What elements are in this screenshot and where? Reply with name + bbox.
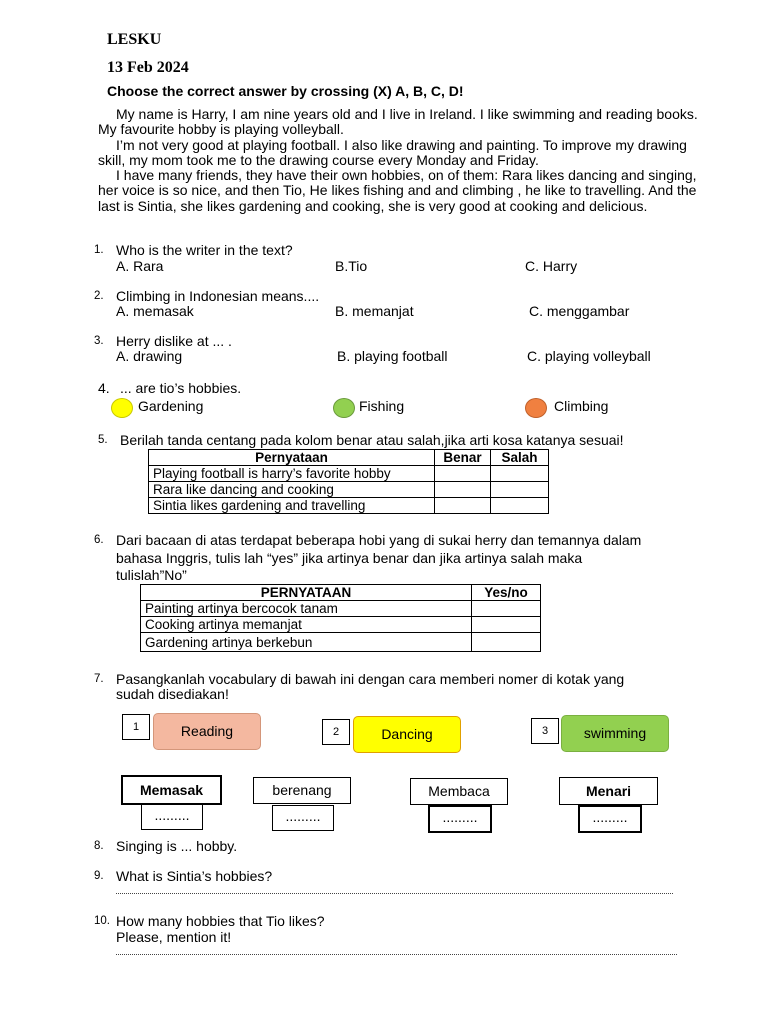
q2-number: 2. xyxy=(94,290,104,302)
q1-option-c[interactable]: C. Harry xyxy=(525,258,578,274)
q7-number: 7. xyxy=(94,673,104,685)
q6-row2-answer-cell[interactable] xyxy=(472,617,541,633)
q8-number: 8. xyxy=(94,840,104,852)
q5-table xyxy=(148,449,549,514)
q7-word-swimming: swimming xyxy=(561,715,669,752)
q1-text: Who is the writer in the text? xyxy=(116,242,293,258)
q10-line1: How many hobbies that Tio likes? xyxy=(116,913,325,929)
q6-line1: Dari bacaan di atas terdapat beberapa hobi yang di sukai herry dan temannya dalam xyxy=(116,532,642,548)
q4-option3[interactable]: Climbing xyxy=(554,398,609,414)
date: 13 Feb 2024 xyxy=(107,59,189,76)
table-row xyxy=(141,617,541,633)
q7-meaning-berenang: berenang xyxy=(253,777,351,804)
q5-number: 5. xyxy=(98,434,108,446)
q6-number: 6. xyxy=(94,534,104,546)
q9-answer-line[interactable] xyxy=(116,893,673,894)
q6-table xyxy=(140,584,541,652)
q5-row2-true-cell[interactable] xyxy=(435,482,491,498)
passage-paragraph-1: My name is Harry, I am nine years old and I live in Ireland. I like swimming and reading books. My favourite hobby is playing volleyball. xyxy=(98,106,698,138)
q3-number: 3. xyxy=(94,335,104,347)
q7-answer-box-4[interactable]: ......... xyxy=(578,805,642,833)
reading-passage xyxy=(98,107,698,214)
q5-row3-true-cell[interactable] xyxy=(435,498,491,514)
q10-number: 10. xyxy=(94,915,110,927)
q5-header-statement: Pernyataan xyxy=(149,450,435,466)
q6-row3-answer-cell[interactable] xyxy=(472,633,541,652)
q5-header-true: Benar xyxy=(435,450,491,466)
q7-answer-box-3[interactable]: ......... xyxy=(428,805,492,833)
q4-option2-dot[interactable] xyxy=(333,398,355,418)
q7-meaning-membaca: Membaca xyxy=(410,778,508,805)
table-row xyxy=(149,498,549,514)
q4-option2[interactable]: Fishing xyxy=(359,398,405,414)
q7-number-box-2: 2 xyxy=(322,719,350,745)
table-row xyxy=(149,466,549,482)
q3-option-c[interactable]: C. playing volleyball xyxy=(527,348,651,364)
q2-text: Climbing in Indonesian means.... xyxy=(116,288,320,304)
q6-header-yesno: Yes/no xyxy=(472,585,541,601)
q5-text: Berilah tanda centang pada kolom benar atau salah,jika arti kosa katanya sesuai! xyxy=(120,432,624,448)
q3-text: Herry dislike at ... . xyxy=(116,333,232,349)
table-row xyxy=(149,482,549,498)
q2-option-c[interactable]: C. menggambar xyxy=(529,303,630,319)
q7-meaning-menari: Menari xyxy=(559,777,658,805)
q3-option-b[interactable]: B. playing football xyxy=(337,348,448,364)
q7-number-box-3: 3 xyxy=(531,718,559,744)
table-row xyxy=(141,633,541,652)
q6-row3-statement: Gardening artinya berkebun xyxy=(141,633,472,652)
q2-option-b[interactable]: B. memanjat xyxy=(335,303,414,319)
q5-row3-false-cell[interactable] xyxy=(491,498,549,514)
q10-line2: Please, mention it! xyxy=(116,929,232,945)
q4-option3-dot[interactable] xyxy=(525,398,547,418)
table-row xyxy=(141,601,541,617)
q6-row1-answer-cell[interactable] xyxy=(472,601,541,617)
q7-number-box-1: 1 xyxy=(122,714,150,740)
q5-row1-true-cell[interactable] xyxy=(435,466,491,482)
q6-line2: bahasa Inggris, tulis lah “yes” jika artinya benar dan jika artinya salah maka xyxy=(116,550,583,566)
q6-line3: tulislah”No” xyxy=(116,567,187,583)
q4-text: ... are tio’s hobbies. xyxy=(120,380,242,396)
q7-answer-box-1[interactable]: ......... xyxy=(141,804,203,830)
q5-row1-statement: Playing football is harry’s favorite hobby xyxy=(149,466,435,482)
q2-option-a[interactable]: A. memasak xyxy=(116,303,194,319)
q4-number: 4. xyxy=(98,380,110,396)
q7-line1: Pasangkanlah vocabulary di bawah ini dengan cara memberi nomer di kotak yang xyxy=(116,671,625,687)
q1-option-b[interactable]: B.Tio xyxy=(335,258,368,274)
q4-option1-dot[interactable] xyxy=(111,398,133,418)
q7-word-reading: Reading xyxy=(153,713,261,750)
q7-line2: sudah disediakan! xyxy=(116,686,229,702)
school-title: LESKU xyxy=(107,31,162,48)
q4-option1[interactable]: Gardening xyxy=(138,398,204,414)
q1-number: 1. xyxy=(94,244,104,256)
q3-option-a[interactable]: A. drawing xyxy=(116,348,183,364)
q7-word-dancing: Dancing xyxy=(353,716,461,753)
q10-answer-line[interactable] xyxy=(116,954,677,955)
q8-text: Singing is ... hobby. xyxy=(116,838,238,854)
instruction: Choose the correct answer by crossing (X) A, B, C, D! xyxy=(107,83,464,99)
q9-text: What is Sintia’s hobbies? xyxy=(116,868,273,884)
q7-meaning-memasak: Memasak xyxy=(121,775,222,805)
q5-row1-false-cell[interactable] xyxy=(491,466,549,482)
q1-option-a[interactable]: A. Rara xyxy=(116,258,164,274)
q6-row2-statement: Cooking artinya memanjat xyxy=(141,617,472,633)
q6-row1-statement: Painting artinya bercocok tanam xyxy=(141,601,472,617)
q9-number: 9. xyxy=(94,870,104,882)
q6-header-statement: PERNYATAAN xyxy=(141,585,472,601)
q5-row3-statement: Sintia likes gardening and travelling xyxy=(149,498,435,514)
q7-answer-box-2[interactable]: ......... xyxy=(272,805,334,831)
passage-paragraph-3: I have many friends, they have their own hobbies, on of them: Rara likes dancing and singing, her voice is so nice, and then Tio, He likes fishing and and climbing , he like to travelling. And the last is Sintia, she likes gardening and cooking, she is very good at cooking and delicious. xyxy=(98,167,697,214)
passage-paragraph-2: I’m not very good at playing football. I also like drawing and painting. To improve my drawing skill, my mom took me to the drawing course every Monday and Friday. xyxy=(98,136,687,168)
q5-row2-statement: Rara like dancing and cooking xyxy=(149,482,435,498)
q5-row2-false-cell[interactable] xyxy=(491,482,549,498)
q5-header-false: Salah xyxy=(491,450,549,466)
